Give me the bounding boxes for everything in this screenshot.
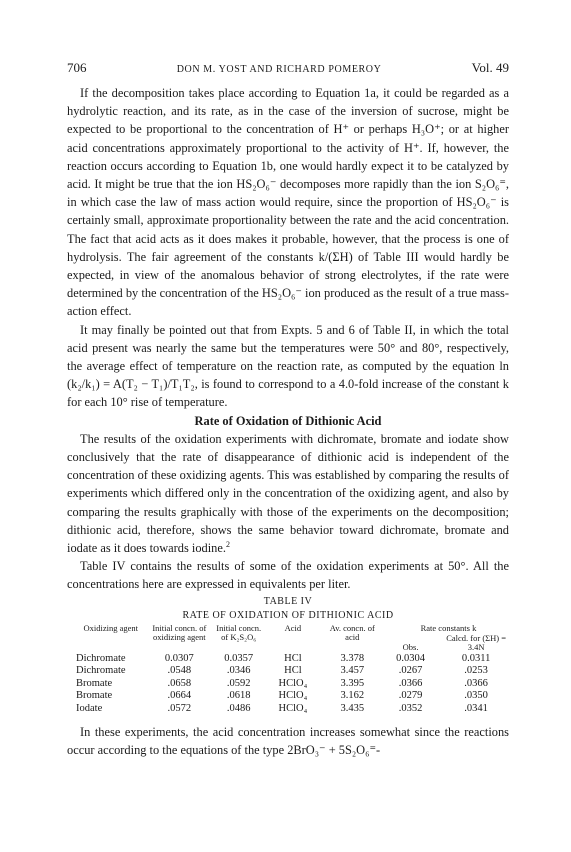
cell-calculated: .0341 xyxy=(464,703,488,715)
header-rate-constants: Rate constants k xyxy=(420,622,477,633)
cell-acid: HClO₄ xyxy=(278,677,308,689)
cell-k2s2o6-concentration: .0618 xyxy=(226,690,251,702)
cell-oxidizing-concentration: .0572 xyxy=(167,703,192,715)
running-head-authors: DON M. YOST AND RICHARD POMEROY xyxy=(176,64,382,75)
cell-agent: Bromate xyxy=(76,677,113,689)
header-average-acid-concentration: Av. concn. of acid xyxy=(329,622,375,642)
header-calculated: Calcd. for (ΣH) = 3.4N xyxy=(446,632,506,652)
cell-observed: .0279 xyxy=(398,690,423,702)
cell-agent: Bromate xyxy=(76,690,113,702)
paragraph-oxidation-results xyxy=(67,430,509,557)
paragraph-acid-increase: In these experiments, the acid concentration increases somewhat since the reactions occur according to the equations of the type 2BrO₃⁻ + 5S₂O₆⁼- xyxy=(67,724,509,757)
cell-average-acid-concentration: 3.378 xyxy=(340,652,365,664)
cell-agent: Dichromate xyxy=(76,652,126,664)
cell-acid: HCl xyxy=(284,652,302,664)
cell-calculated: .0253 xyxy=(464,665,488,677)
cell-k2s2o6-concentration: .0486 xyxy=(226,703,251,715)
header-observed: Obs. xyxy=(402,641,419,652)
section-heading: Rate of Oxidation of Dithionic Acid xyxy=(194,413,382,428)
cell-agent: Iodate xyxy=(76,703,103,715)
header-acid: Acid xyxy=(284,622,302,633)
oxidation-rate-table xyxy=(76,624,514,716)
cell-observed: 0.0304 xyxy=(396,652,426,664)
cell-k2s2o6-concentration: .0346 xyxy=(226,665,251,677)
cell-agent: Dichromate xyxy=(76,665,126,677)
cell-oxidizing-concentration: 0.0307 xyxy=(164,652,194,664)
cell-observed: .0352 xyxy=(398,703,423,715)
table-row xyxy=(76,665,514,678)
cell-acid: HClO₄ xyxy=(278,703,308,715)
cell-oxidizing-concentration: .0548 xyxy=(167,665,192,677)
cell-average-acid-concentration: 3.162 xyxy=(340,690,365,702)
cell-calculated: .0350 xyxy=(464,690,488,702)
paragraph-hydrolysis: If the decomposition takes place according to Equation 1a, it could be regarded as a hydrolytic reaction, and its rate, as in the case of the inversion of sucrose, might be expected to be proportional to the concentration of H⁺ or perhaps H₃O⁺; or at higher acid concentrations approximately proportional to the activity of H⁺. If, however, the reaction occurs according to Equation 1b, one would hardly expect it to be catalyzed by acid. It might be true that the ion HS₂O₆⁻ decomposes more rapidly than the ion S₂O₆⁼, in which case the law of mass action would require, since the proportion of HS₂O₆⁻ is certainly small, approximate proportionality between the rate and the acid concentration. The fact that acid acts as it does makes it probable, however, that the process is one of hydrolysis. The fair agreement of the constants k/(ΣH) of Table III would hardly be expected, in view of the anomalous behavior of strong electrolytes, if the rate were determined by the concentration of the HS₂O₆⁻ ion produced as the result of a true mass-action effect. xyxy=(67,86,509,319)
header-oxidizing-agent-concentration: Initial concn. of oxidizing agent xyxy=(152,622,207,642)
page-number: 706 xyxy=(67,60,87,75)
cell-average-acid-concentration: 3.457 xyxy=(340,665,365,677)
cell-observed: .0267 xyxy=(398,665,423,677)
footnote-reference: 2 xyxy=(225,539,230,549)
cell-calculated: .0366 xyxy=(464,677,488,689)
cell-k2s2o6-concentration: 0.0357 xyxy=(224,652,254,664)
cell-oxidizing-concentration: .0664 xyxy=(167,690,192,702)
table-title: RATE OF OXIDATION OF DITHIONIC ACID xyxy=(182,609,394,621)
table-row xyxy=(76,678,514,691)
paragraph-table-intro: Table IV contains the results of some of the oxidation experiments at 50°. All the concentrations here are expressed in equivalents per liter. xyxy=(67,559,509,592)
paragraph-oxidation-text: The results of the oxidation experiments with dichromate, bromate and iodate show conclusively that the rate of disappearance of dithionic acid is independent of the concentration of these oxidizing agents. This was established by comparing the results of experiments which differed only in the concentration of the oxidizing agent, and also by comparing the results graphically with those of the experiments on the decomposition; dithionic acid, therefore, shows the same behavior toward dichromate, bromate and iodate as it does towards iodine. xyxy=(67,431,509,556)
table-caption: TABLE IV xyxy=(263,595,313,607)
paragraph-temperature-effect: It may finally be pointed out that from Expts. 5 and 6 of Table II, in which the total acid present was nearly the same but the temperatures were 50° and 80°, respectively, the average effect of temperature on the reaction rate, as computed by the equation ln (k₂/k₁) = A(T₂ − T₁)/T₁T₂, is found to correspond to a 4.0-fold increase of the constant k for each 10° rise of temperature. xyxy=(67,322,509,410)
cell-average-acid-concentration: 3.435 xyxy=(340,703,365,715)
table-row xyxy=(76,653,514,666)
cell-k2s2o6-concentration: .0592 xyxy=(226,677,251,689)
cell-acid: HCl xyxy=(284,665,302,677)
table-row xyxy=(76,690,514,703)
header-oxidizing-agent: Oxidizing agent xyxy=(83,622,139,633)
header-k2s2o6-concentration: Initial concn. of K₂S₂O₆ xyxy=(216,622,262,642)
cell-oxidizing-concentration: .0658 xyxy=(167,677,192,689)
table-row xyxy=(76,703,514,716)
running-head xyxy=(67,60,509,76)
cell-observed: .0366 xyxy=(398,677,423,689)
cell-calculated: 0.0311 xyxy=(461,652,491,664)
cell-average-acid-concentration: 3.395 xyxy=(340,677,365,689)
cell-acid: HClO₄ xyxy=(278,690,308,702)
volume-number: Vol. 49 xyxy=(471,60,509,75)
